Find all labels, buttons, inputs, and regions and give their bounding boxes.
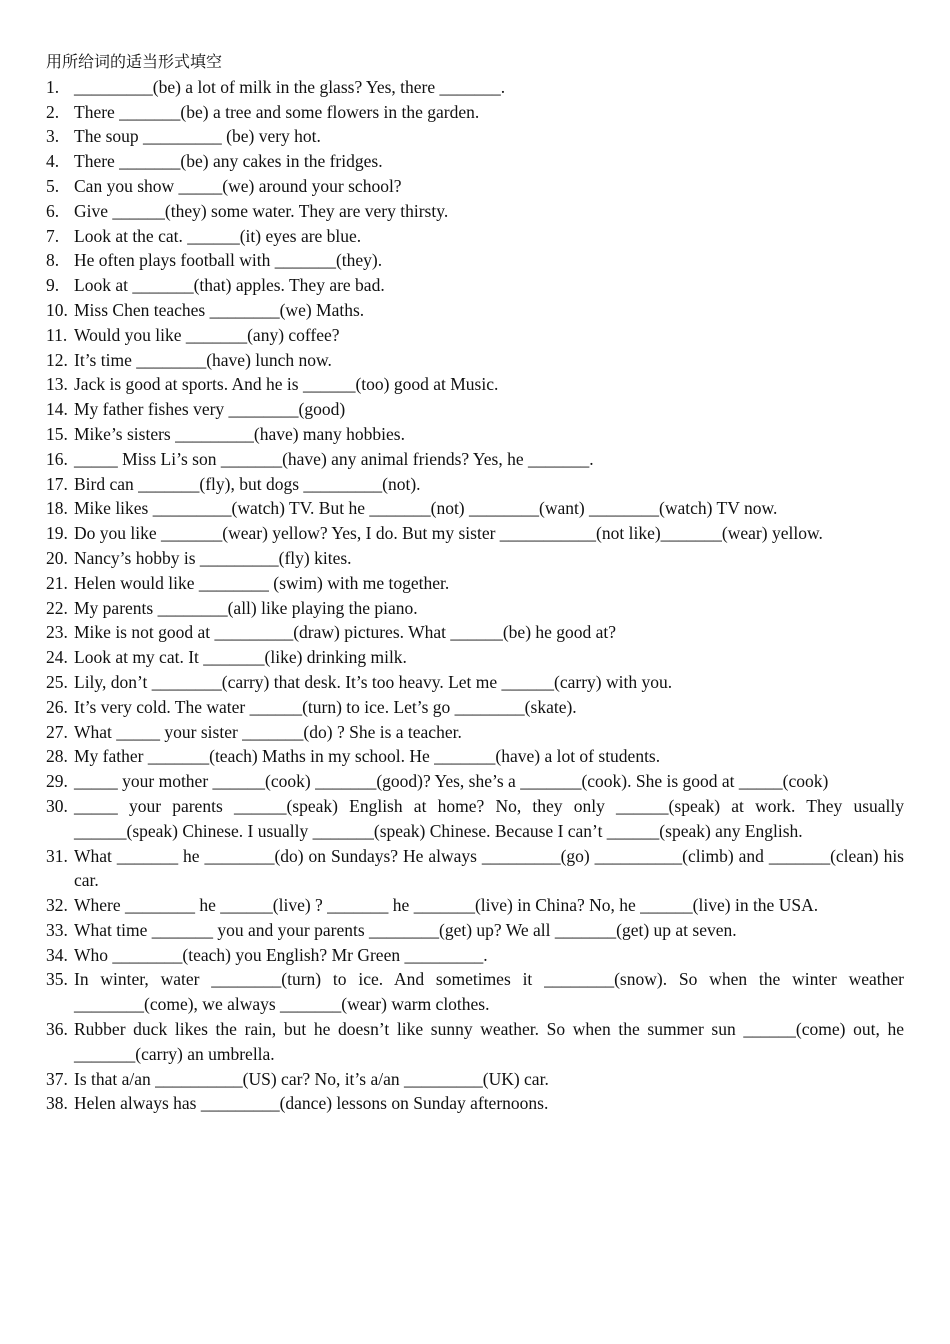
question-item: [46, 844, 904, 894]
question-text: Can you show _____(we) around your school?: [74, 175, 402, 196]
question-text: Miss Chen teaches ________(we) Maths.: [74, 299, 365, 320]
question-item: [46, 224, 904, 249]
question-number: 33.: [46, 919, 68, 940]
question-number: 38.: [46, 1093, 68, 1114]
question-item: [46, 670, 904, 695]
question-number: 28.: [46, 746, 68, 767]
question-item: [46, 1017, 904, 1067]
question-text: Bird can _______(fly), but dogs _________(not).: [74, 473, 421, 494]
question-text: Helen always has _________(dance) lessons on Sunday afternoons.: [74, 1093, 549, 1114]
question-item: [46, 447, 904, 472]
question-item: [46, 893, 904, 918]
question-item: [46, 744, 904, 769]
question-number: 27.: [46, 721, 68, 742]
question-number: 26.: [46, 696, 68, 717]
question-text: _____ your mother ______(cook) _______(good)? Yes, she’s a _______(cook). She is good at _____(cook): [74, 771, 829, 792]
question-number: 13.: [46, 374, 68, 395]
question-item: [46, 620, 904, 645]
question-item: [46, 323, 904, 348]
question-item: [46, 943, 904, 968]
question-number: 30.: [46, 795, 68, 816]
question-text: Look at the cat. ______(it) eyes are blue.: [74, 225, 362, 246]
question-item: [46, 199, 904, 224]
question-number: 20.: [46, 547, 68, 568]
question-number: 19.: [46, 523, 68, 544]
question-item: [46, 149, 904, 174]
question-item: [46, 596, 904, 621]
question-number: 21.: [46, 572, 68, 593]
question-number: 24.: [46, 647, 68, 668]
question-text: My father fishes very ________(good): [74, 399, 346, 420]
question-text: Would you like _______(any) coffee?: [74, 324, 340, 345]
question-text: Mike’s sisters _________(have) many hobbies.: [74, 423, 405, 444]
question-item: [46, 1091, 904, 1116]
question-text: There _______(be) any cakes in the fridges.: [74, 151, 383, 172]
question-number: 17.: [46, 473, 68, 494]
question-text: In winter, water ________(turn) to ice. And sometimes it ________(snow). So when the winter weather ________(come), we always _______(wear) warm clothes.: [74, 969, 904, 1015]
question-text: Mike likes _________(watch) TV. But he _______(not) ________(want) ________(watch) TV now.: [74, 498, 778, 519]
question-number: 4.: [46, 151, 60, 172]
question-item: [46, 372, 904, 397]
question-item: [46, 248, 904, 273]
question-text: Helen would like ________ (swim) with me together.: [74, 572, 450, 593]
question-number: 16.: [46, 448, 68, 469]
question-item: [46, 422, 904, 447]
question-text: What _______ he ________(do) on Sundays? He always _________(go) __________(climb) and _______(clean) his car.: [74, 845, 904, 891]
question-text: Rubber duck likes the rain, but he doesn’t like sunny weather. So when the summer sun ______(come) out, he _______(carry) an umbrella.: [74, 1019, 904, 1064]
question-text: It’s time ________(have) lunch now.: [74, 349, 332, 370]
question-text: Jack is good at sports. And he is ______(too) good at Music.: [74, 374, 499, 395]
question-item: [46, 273, 904, 298]
question-text: _____ your parents ______(speak) English at home? No, they only ______(speak) at work. They usually ______(speak) Chinese. I usually _______(speak) Chinese. Because I can’t ______(speak) any English.: [74, 795, 904, 841]
question-item: [46, 918, 904, 943]
question-text: Look at my cat. It _______(like) drinking milk.: [74, 647, 407, 668]
question-item: [46, 472, 904, 497]
question-number: 5.: [46, 175, 60, 196]
question-item: [46, 794, 904, 844]
question-text: Do you like _______(wear) yellow? Yes, I do. But my sister ___________(not like)_______(wear) yellow.: [74, 523, 823, 544]
question-number: 3.: [46, 126, 60, 147]
question-item: [46, 546, 904, 571]
question-text: Mike is not good at _________(draw) pictures. What ______(be) he good at?: [74, 622, 617, 643]
question-text: Nancy’s hobby is _________(fly) kites.: [74, 547, 352, 568]
question-number: 35.: [46, 969, 68, 990]
question-text: What time _______ you and your parents ________(get) up? We all _______(get) up at seven.: [74, 919, 737, 940]
question-item: [46, 645, 904, 670]
question-number: 32.: [46, 895, 68, 916]
question-item: [46, 1067, 904, 1092]
question-number: 37.: [46, 1068, 68, 1089]
question-item: [46, 75, 904, 100]
question-text: Is that a/an __________(US) car? No, it’s a/an _________(UK) car.: [74, 1068, 549, 1089]
question-number: 18.: [46, 498, 68, 519]
question-item: [46, 720, 904, 745]
question-item: [46, 967, 904, 1017]
question-number: 9.: [46, 275, 60, 296]
question-number: 31.: [46, 845, 68, 866]
question-text: What _____ your sister _______(do) ? She is a teacher.: [74, 721, 462, 742]
question-item: [46, 124, 904, 149]
question-text: The soup _________ (be) very hot.: [74, 126, 321, 147]
question-text: He often plays football with _______(they).: [74, 250, 383, 271]
question-text: It’s very cold. The water ______(turn) to ice. Let’s go ________(skate).: [74, 696, 577, 717]
question-text: Look at _______(that) apples. They are bad.: [74, 275, 385, 296]
question-number: 14.: [46, 399, 68, 420]
question-item: [46, 571, 904, 596]
question-item: [46, 695, 904, 720]
question-item: [46, 397, 904, 422]
question-number: 15.: [46, 423, 68, 444]
question-number: 34.: [46, 944, 68, 965]
worksheet-heading: 用所给词的适当形式填空: [46, 52, 223, 71]
question-text: Where ________ he ______(live) ? _______ he _______(live) in China? No, he ______(live) in the USA.: [74, 895, 819, 916]
question-number: 8.: [46, 250, 60, 271]
question-number: 11.: [46, 324, 68, 345]
question-number: 12.: [46, 349, 68, 370]
worksheet-page: [46, 50, 904, 1116]
question-item: [46, 298, 904, 323]
question-item: [46, 100, 904, 125]
question-number: 10.: [46, 299, 68, 320]
question-text: My father _______(teach) Maths in my school. He _______(have) a lot of students.: [74, 746, 661, 767]
question-number: 7.: [46, 225, 60, 246]
question-text: _____ Miss Li’s son _______(have) any animal friends? Yes, he _______.: [74, 448, 594, 469]
question-text: My parents ________(all) like playing the piano.: [74, 597, 418, 618]
question-number: 6.: [46, 200, 60, 221]
question-item: [46, 348, 904, 373]
question-number: 22.: [46, 597, 68, 618]
question-number: 23.: [46, 622, 68, 643]
question-number: 1.: [46, 76, 60, 97]
question-item: [46, 521, 904, 546]
question-number: 29.: [46, 771, 68, 792]
question-item: [46, 174, 904, 199]
question-text: There _______(be) a tree and some flowers in the garden.: [74, 101, 480, 122]
question-item: [46, 769, 904, 794]
question-text: Who ________(teach) you English? Mr Green _________.: [74, 944, 488, 965]
question-text: Give ______(they) some water. They are very thirsty.: [74, 200, 449, 221]
question-number: 25.: [46, 671, 68, 692]
question-list: [46, 75, 904, 1116]
question-text: _________(be) a lot of milk in the glass? Yes, there _______.: [74, 76, 506, 97]
question-number: 2.: [46, 101, 60, 122]
question-number: 36.: [46, 1019, 68, 1040]
question-item: [46, 496, 904, 521]
question-text: Lily, don’t ________(carry) that desk. It’s too heavy. Let me ______(carry) with you.: [74, 671, 673, 692]
